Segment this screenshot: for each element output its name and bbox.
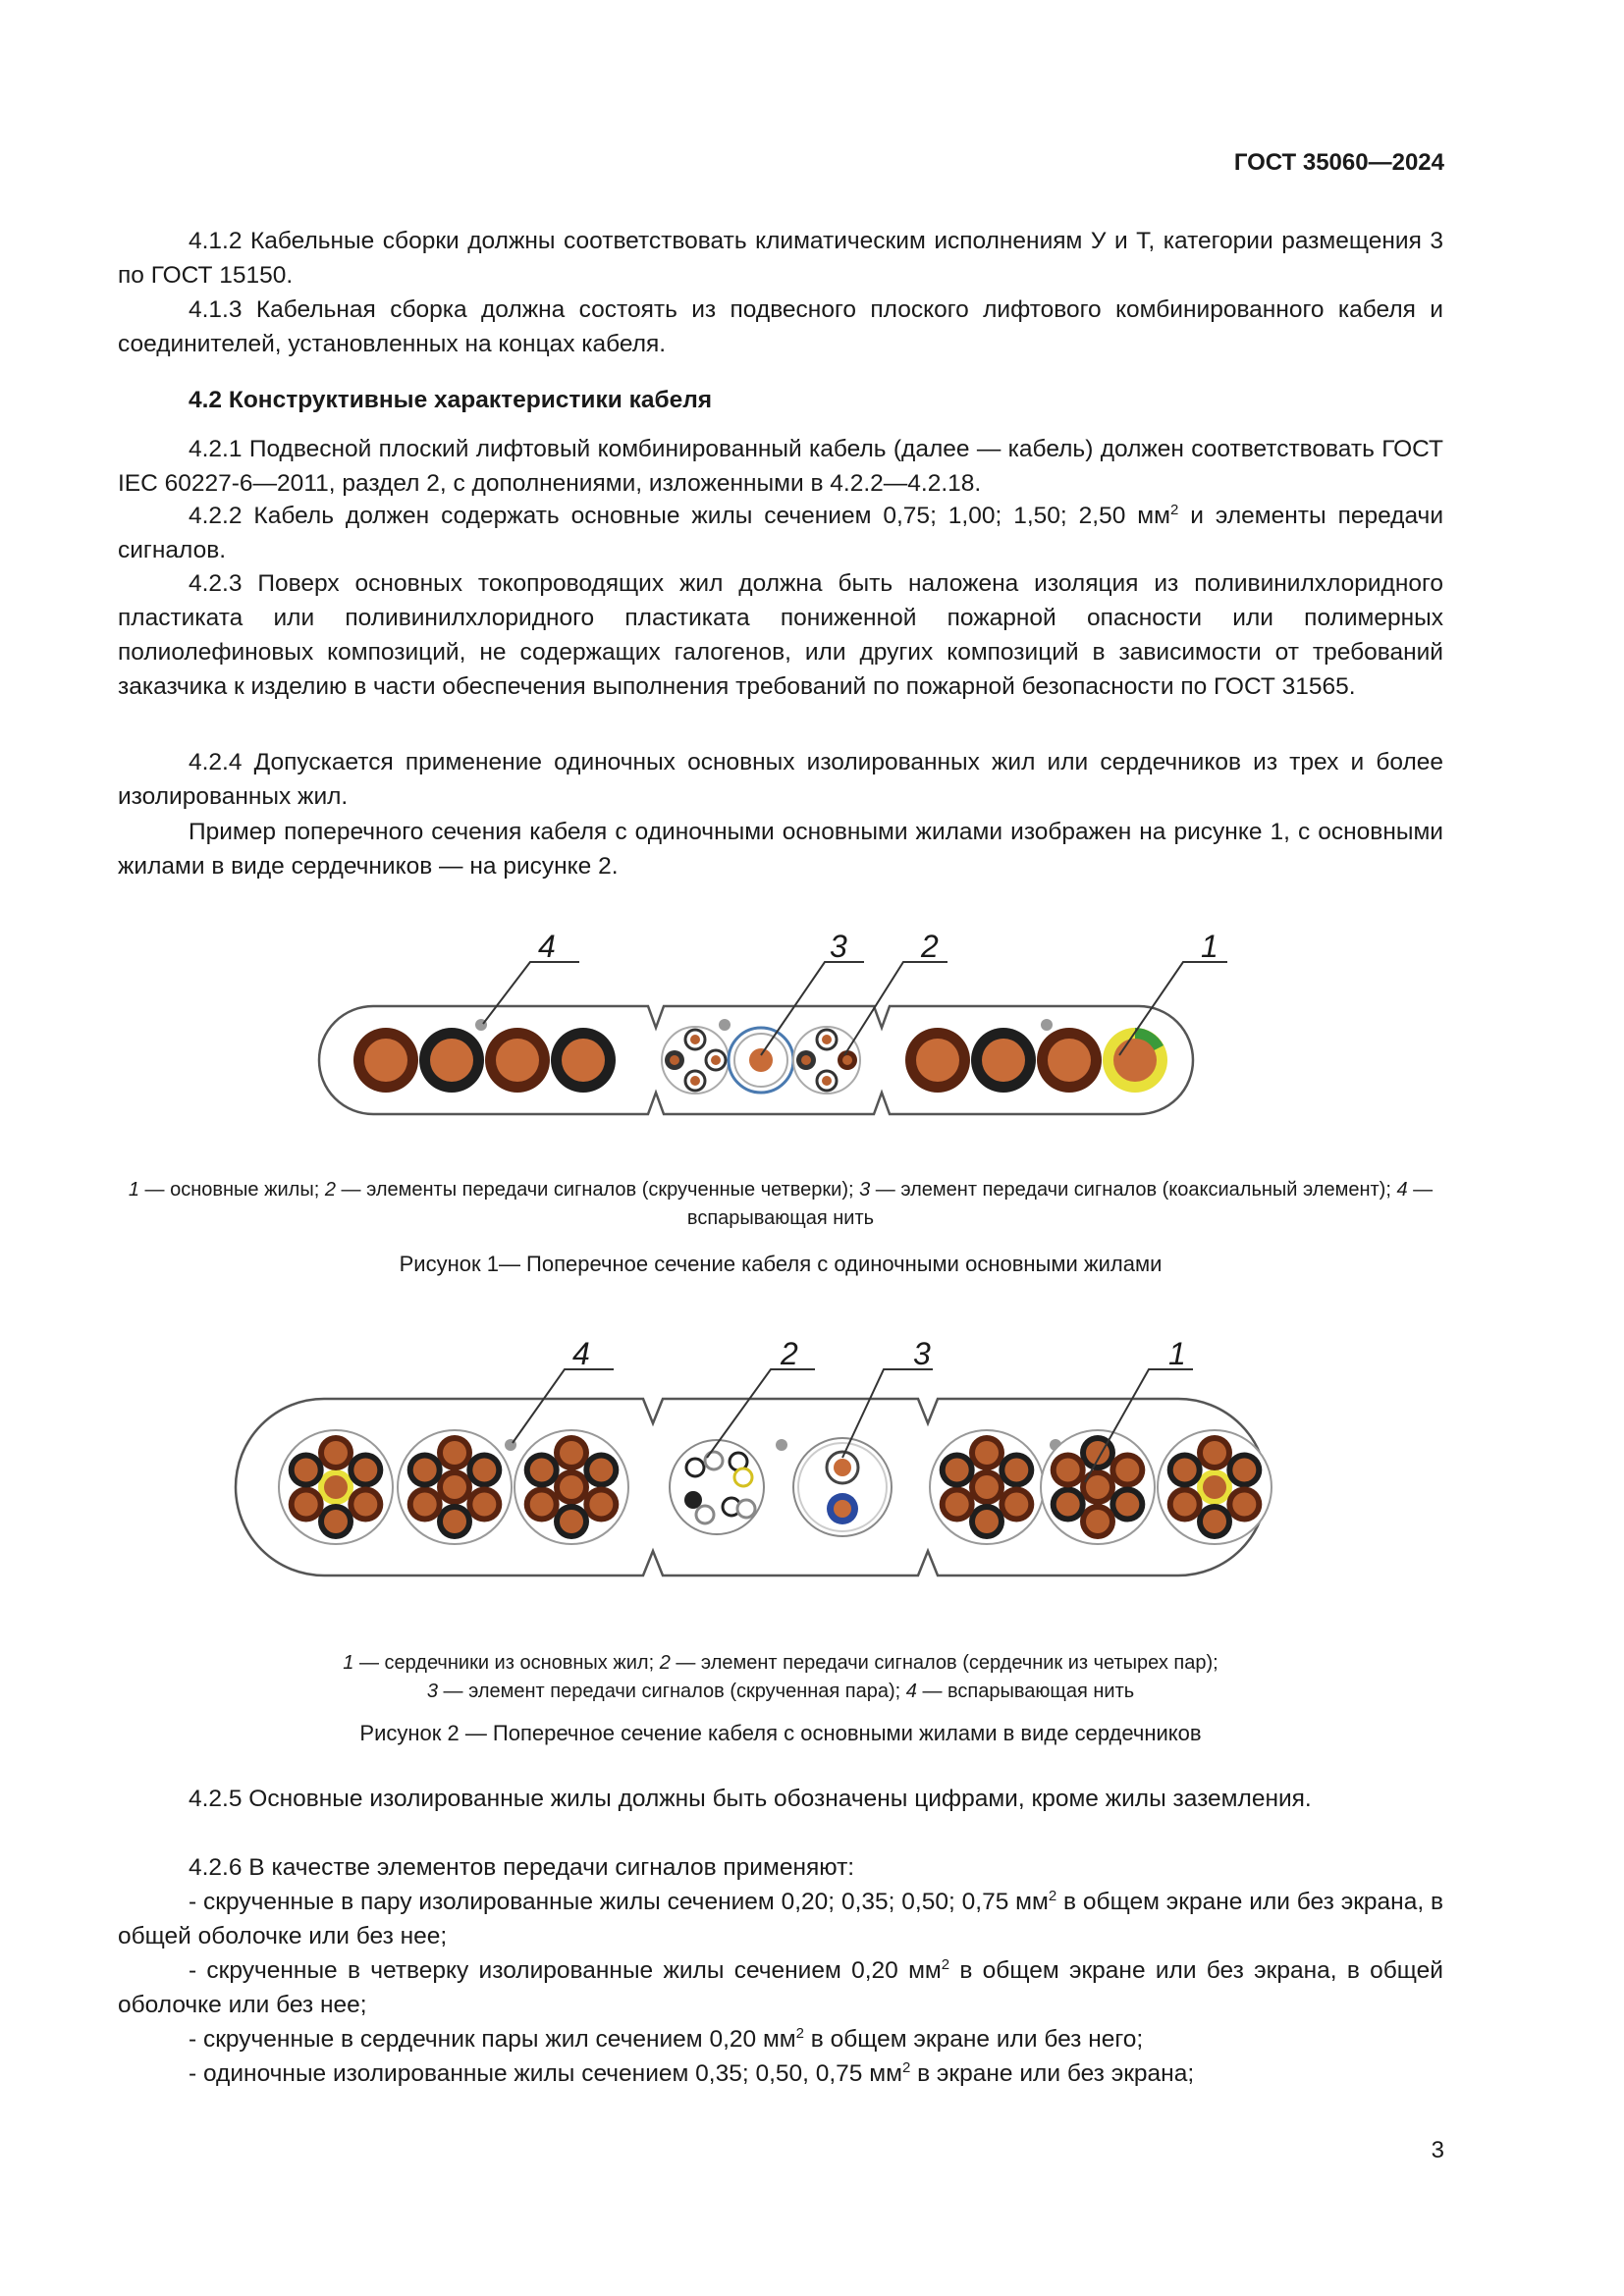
- core-conductor: [1203, 1510, 1226, 1533]
- core-conductor: [560, 1475, 583, 1499]
- paragraph-4-1-2: 4.1.2 Кабельные сборки должны соответствовать климатическим исполнениям У и Т, категории размещения 3 по ГОСТ 15150.: [118, 228, 1443, 289]
- core-conductor: [1115, 1493, 1139, 1517]
- core-conductor: [1173, 1459, 1197, 1482]
- page-number: 3: [1431, 2137, 1444, 2163]
- core-conductor: [472, 1493, 496, 1517]
- core-conductor: [295, 1459, 318, 1482]
- figure-2-legend: 1 — сердечники из основных жил; 2 — элемент передачи сигналов (сердечник из четырех пар); 3 — элемент передачи сигналов (скрученная пара); 4 — вспарывающая нить: [343, 1652, 1218, 1702]
- paragraph-4-2-2: 4.2.2 Кабель должен содержать основные жилы сечением 0,75; 1,00; 1,50; 2,50 $мм^2$ и элементы передачи сигналов.: [118, 501, 1444, 563]
- core-conductor: [443, 1510, 466, 1533]
- core-conductor: [1086, 1510, 1110, 1533]
- paragraph-4-2-5: 4.2.5 Основные изолированные жилы должны быть обозначены цифрами, кроме жилы заземления.: [189, 1786, 1312, 1812]
- core-conductor: [530, 1459, 554, 1482]
- figure-1-label-3: 3: [830, 929, 847, 964]
- core-conductor: [975, 1510, 999, 1533]
- core-conductor: [413, 1459, 437, 1482]
- core-conductor: [975, 1475, 999, 1499]
- figure-2-title: Рисунок 2 — Поперечное сечение кабеля с основными жилами в виде сердечников: [359, 1721, 1202, 1745]
- figure-2-cable-cross-section: [0, 1340, 1624, 1615]
- core-conductor: [946, 1459, 969, 1482]
- core-conductor: [1232, 1459, 1256, 1482]
- figure-1-cable-cross-section: [0, 908, 1624, 1134]
- core-bundle: [514, 1430, 628, 1544]
- core-conductor: [353, 1493, 377, 1517]
- signal-quad-left: [662, 1027, 729, 1094]
- figure-2-label-4: 4: [572, 1340, 590, 1371]
- paragraph-4-2-6: 4.2.6 В качестве элементов передачи сигналов применяют:: [189, 1854, 855, 1881]
- core-conductor: [413, 1493, 437, 1517]
- section-heading-4-2: 4.2 Конструктивные характеристики кабеля: [189, 387, 713, 413]
- figure-2-label-1: 1: [1168, 1340, 1186, 1371]
- figure-2-label-3: 3: [913, 1340, 931, 1371]
- core-conductor: [324, 1510, 348, 1533]
- list-item-pair-core: - скрученные в сердечник пары жил сечением 0,20 $мм^2$ в общем экране или без него;: [189, 2024, 1144, 2053]
- core-conductor: [1115, 1459, 1139, 1482]
- coaxial-element: [729, 1028, 793, 1093]
- core-conductor: [1086, 1475, 1110, 1499]
- core-bundle: [930, 1430, 1044, 1544]
- core-conductor: [324, 1475, 348, 1499]
- core-conductor: [530, 1493, 554, 1517]
- core-conductor: [353, 1459, 377, 1482]
- core-conductor: [472, 1459, 496, 1482]
- core-conductor: [1056, 1459, 1080, 1482]
- paragraph-4-2-4-example: Пример поперечного сечения кабеля с одиночными основными жилами изображен на рисунке 1, с основными жилами в виде сердечников — на рисунке 2.: [118, 819, 1443, 880]
- paragraph-4-2-1: 4.2.1 Подвесной плоский лифтовый комбинированный кабель (далее — кабель) должен соответствовать ГОСТ IEC 60227-6—2011, раздел 2, с дополнениями, изложенными в 4.2.2—4.2.18.: [118, 436, 1443, 497]
- document-header: ГОСТ 35060—2024: [1233, 149, 1444, 176]
- core-conductor: [443, 1475, 466, 1499]
- figure-2-label-2: 2: [781, 1340, 798, 1371]
- signal-twisted-pair: [793, 1438, 892, 1536]
- core-bundle: [279, 1430, 393, 1544]
- core-bundle: [398, 1430, 512, 1544]
- core-conductor: [1203, 1441, 1226, 1465]
- signal-four-pair-core: [670, 1440, 764, 1534]
- core-conductor: [589, 1459, 613, 1482]
- core-bundle: [1158, 1430, 1272, 1544]
- core-conductor: [324, 1441, 348, 1465]
- core-conductor: [1203, 1475, 1226, 1499]
- core-conductor: [589, 1493, 613, 1517]
- figure-1-label-4: 4: [538, 929, 556, 964]
- paragraph-4-2-3: 4.2.3 Поверх основных токопроводящих жил должна быть наложена изоляция из поливинилхлоридного пластиката или поливинилхлоридного пластиката пониженной пожарной опасности или полимерных полиолефиновых композиций, не содержащих галогенов, или других композиций в зависимости от требований заказчика к изделию в части обеспечения выполнения требований по пожарной безопасности по ГОСТ 31565.: [118, 570, 1443, 700]
- figure-1-legend: 1 — основные жилы; 2 — элементы передачи сигналов (скрученные четверки); 3 — элемент передачи сигналов (коаксиальный элемент); 4 — вспарывающая нить: [128, 1179, 1434, 1229]
- list-item-quad: - скрученные в четверку изолированные жилы сечением 0,20 $мм^2$ в общем экране или без экрана, в общей оболочке или без нее;: [118, 1955, 1443, 2018]
- figure-1-label-2: 2: [921, 929, 939, 964]
- core-conductor: [1232, 1493, 1256, 1517]
- signal-quad-right: [793, 1027, 860, 1094]
- core-conductor: [1004, 1459, 1028, 1482]
- figure-1-title: Рисунок 1— Поперечное сечение кабеля с одиночными основными жилами: [399, 1252, 1163, 1276]
- core-conductor: [946, 1493, 969, 1517]
- paragraph-4-2-4: 4.2.4 Допускается применение одиночных основных изолированных жил или сердечников из трех и более изолированных жил.: [118, 749, 1443, 810]
- core-conductor: [295, 1493, 318, 1517]
- list-item-single: - одиночные изолированные жилы сечением 0,35; 0,50, 0,75 $мм^2$ в экране или без экрана;: [189, 2058, 1195, 2087]
- core-conductor: [1173, 1493, 1197, 1517]
- list-item-twisted-pair: - скрученные в пару изолированные жилы сечением 0,20; 0,35; 0,50; 0,75 $мм^2$ в общем экране или без экрана, в общей оболочке или без нее;: [118, 1887, 1443, 1949]
- figure-1-label-1: 1: [1201, 929, 1218, 964]
- core-conductor: [1004, 1493, 1028, 1517]
- core-conductor: [443, 1441, 466, 1465]
- paragraph-4-1-3: 4.1.3 Кабельная сборка должна состоять из подвесного плоского лифтового комбинированного кабеля и соединителей, установленных на концах кабеля.: [118, 296, 1443, 357]
- core-conductor: [1056, 1493, 1080, 1517]
- core-conductor: [560, 1510, 583, 1533]
- core-conductor: [560, 1441, 583, 1465]
- core-bundle: [1041, 1430, 1155, 1544]
- core-conductor: [975, 1441, 999, 1465]
